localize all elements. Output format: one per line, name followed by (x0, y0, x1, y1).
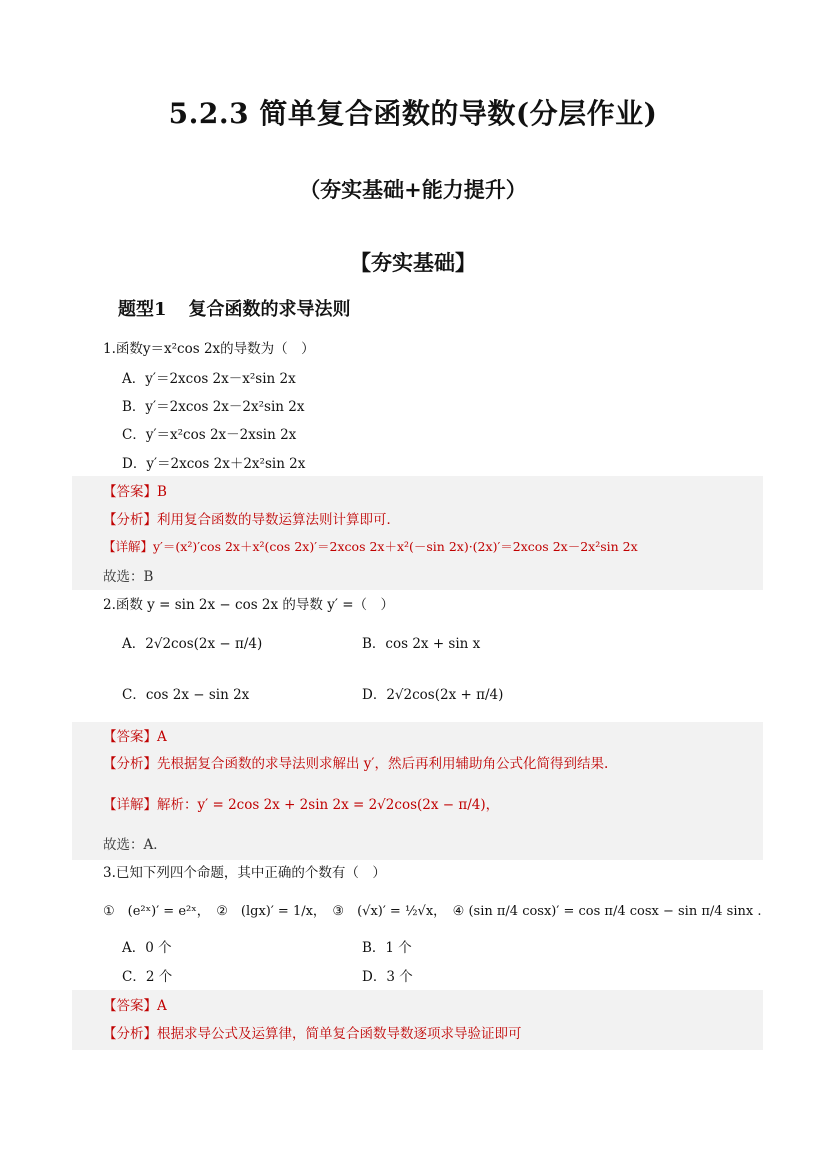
question-2-detail: 【详解】解析：y′ = 2cos 2x + 2sin 2x = 2√2cos(2x − π/4)， (103, 797, 500, 813)
question-2-option-a: A．2√2cos(2x − π/4) (122, 636, 263, 652)
page-title: 5.2.3 简单复合函数的导数(分层作业) (168, 97, 658, 130)
question-1-choice: 故选：B (103, 569, 154, 585)
page-subtitle: （夯实基础+能力提升） (299, 177, 527, 202)
question-3-answer: 【答案】A (103, 998, 167, 1014)
question-3-stem: 3.已知下列四个命题，其中正确的个数有（ ） (103, 865, 386, 881)
question-2-option-b: B．cos 2x + sin x (362, 636, 481, 652)
question-1-option-b: B．y′＝2xcos 2x－2x²sin 2x (122, 399, 305, 415)
question-3-propositions: ① (e²ˣ)′ = e²ˣ， ② (lgx)′ = 1/x， ③ (√x)′ = ½√x， ④ (sin π/4 cosx)′ = cos π/4 cosx − sin π/4 sinx . (103, 904, 762, 919)
question-1-stem: 1.函数y＝x²cos 2x的导数为（ ） (103, 341, 315, 357)
question-1-detail: 【详解】y′＝(x²)′cos 2x＋x²(cos 2x)′＝2xcos 2x＋x²(－sin 2x)·(2x)′＝2xcos 2x－2x²sin 2x (103, 539, 638, 554)
question-2-stem: 2.函数 y = sin 2x − cos 2x 的导数 y′ =（ ） (103, 597, 395, 613)
question-1-option-c: C．y′＝x²cos 2x－2xsin 2x (122, 427, 297, 443)
question-3-option-a: A．0 个 (122, 940, 172, 956)
question-2-analysis: 【分析】先根据复合函数的求导法则求解出 y′，然后再利用辅助角公式化简得到结果. (103, 756, 609, 772)
question-type-label: 复合函数的求导法则 (188, 299, 351, 320)
question-type-heading (118, 295, 351, 321)
question-3-option-b: B．1 个 (362, 940, 412, 956)
question-2-option-d: D．2√2cos(2x + π/4) (362, 687, 504, 703)
question-3-option-c: C．2 个 (122, 969, 173, 985)
question-3-analysis: 【分析】根据求导公式及运算律，简单复合函数导数逐项求导验证即可 (103, 1026, 522, 1042)
question-1-option-a: A．y′＝2xcos 2x－x²sin 2x (122, 371, 296, 387)
question-1-answer: 【答案】B (103, 484, 167, 500)
question-1-analysis: 【分析】利用复合函数的导数运算法则计算即可． (103, 512, 400, 528)
question-2-answer: 【答案】A (103, 729, 167, 745)
section-heading: 【夯实基础】 (350, 250, 476, 275)
question-2-solution-box (72, 722, 763, 860)
question-2-choice: 故选：A． (103, 837, 167, 853)
question-1-option-d: D．y′＝2xcos 2x＋2x²sin 2x (122, 456, 306, 472)
question-3-option-d: D．3 个 (362, 969, 413, 985)
question-1-solution-box (72, 476, 763, 590)
question-type-number: 题型1 (118, 299, 167, 320)
question-2-option-c: C．cos 2x − sin 2x (122, 687, 250, 703)
